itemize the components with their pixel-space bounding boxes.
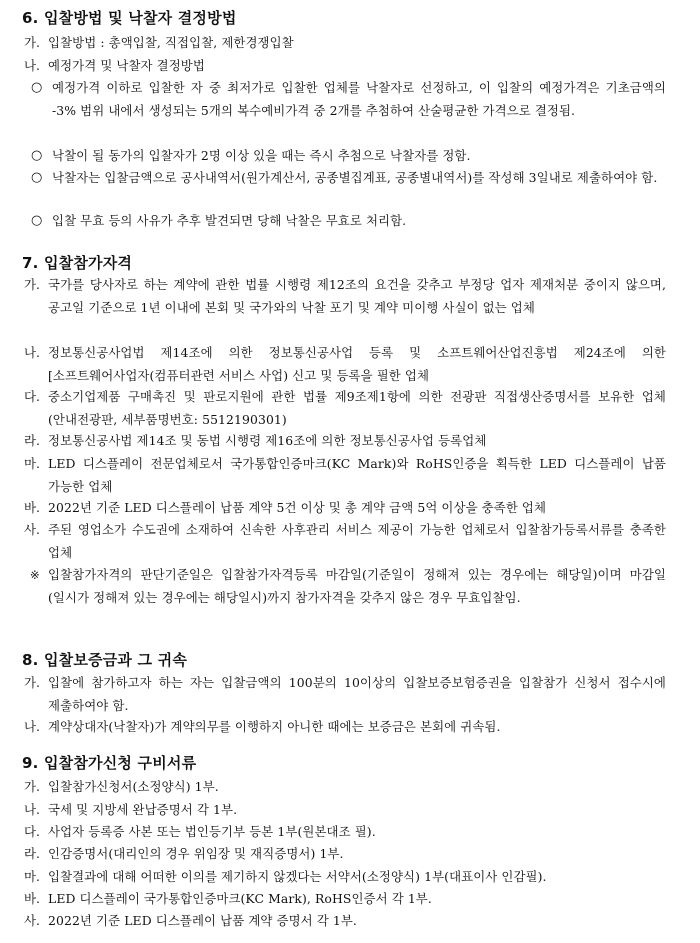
item-text: 인감증명서(대리인의 경우 위임장 및 재직증명서) 1부. [48,846,344,861]
item-marker: 나. [24,719,40,734]
item-marker: 다. [24,824,40,839]
item-marker: 마. [24,869,40,884]
item-text: 2022년 기준 LED 디스플레이 납품 계약 증명서 각 1부. [48,913,357,928]
bullet-circle-icon: ○ [31,80,43,95]
item-marker: 가. [24,779,40,794]
item-marker: 나. [24,802,40,817]
item-text: 국가를 당사자로 하는 계약에 관한 법률 시행령 제12조의 요건을 갖추고 부정당 업자 제재처분 중이지 않으며, 공고일 기준으로 1년 이내에 본회 및 국가와의 낙찰 포기 및 계약 미이행 사실이 없는 업체 [48,277,666,315]
item-text: 입찰참가자격의 판단기준일은 입찰참가자격등록 마감일(기준일이 정해져 있는 경우에는 해당일)이며 마감일(일시가 정해져 있는 경우에는 해당일시)까지 참가자격을 갖추지 않은 경우 무효입찰임. [48,567,666,605]
item-marker: 나. [24,58,40,73]
section-title-eligibility: 7. 입찰참가자격 [22,254,133,272]
item-text: 입찰 무효 등의 사유가 추후 발견되면 당해 낙찰은 무효로 처리함. [52,213,407,228]
item-marker: 사. [24,913,40,928]
item-text: 사업자 등록증 사본 또는 법인등기부 등본 1부(원본대조 필). [48,824,376,839]
item-text: 주된 영업소가 수도권에 소재하여 신속한 사후관리 서비스 제공이 가능한 업체로서 입찰참가등록서류를 충족한 업체 [48,522,666,560]
bullet-circle-icon: ○ [31,213,43,228]
item-text: 입찰에 참가하고자 하는 자는 입찰금액의 100분의 10이상의 입찰보증보험증권을 입찰참가 신청서 접수시에 제출하여야 함. [48,675,666,713]
reference-mark-icon: ※ [30,568,40,582]
item-marker: 바. [24,891,40,906]
bullet-circle-icon: ○ [31,170,43,185]
section-title-deposit: 8. 입찰보증금과 그 귀속 [22,651,188,669]
item-text: LED 디스플레이 국가통합인증마크(KC Mark), RoHS인증서 각 1부. [48,891,432,906]
item-text: LED 디스플레이 전문업체로서 국가통합인증마크(KC Mark)와 RoHS인증을 획득한 LED 디스플레이 납품 가능한 업체 [48,456,666,494]
item-text: 2022년 기준 LED 디스플레이 납품 계약 5건 이상 및 총 계약 금액 5억 이상을 충족한 업체 [48,500,547,515]
item-marker: 가. [24,277,40,292]
item-text: 정보통신공사업법 제14조에 의한 정보통신공사업 등록 및 소프트웨어산업진흥법 제24조에 의한 [소프트웨어사업자(컴퓨터관련 서비스 사업) 신고 및 등록을 필한 업체 [48,345,666,383]
item-marker: 가. [24,675,40,690]
bullet-circle-icon: ○ [31,148,43,163]
item-marker: 라. [24,433,40,448]
item-marker: 가. [24,35,40,50]
item-marker: 다. [24,389,40,404]
item-text: 정보통신공사법 제14조 및 동법 시행령 제16조에 의한 정보통신공사업 등록업체 [48,433,487,448]
section-title-required-documents: 9. 입찰참가신청 구비서류 [22,754,197,772]
item-marker: 나. [24,345,40,360]
item-text: 예정가격 이하로 입찰한 자 중 최저가로 입찰한 업체를 낙찰자로 선정하고, 이 입찰의 예정가격은 기초금액의 -3% 범위 내에서 생성되는 5개의 복수예비가격 중 2개를 추첨하여 산술평균한 가격으로 결정됨. [52,80,666,118]
item-marker: 마. [24,456,40,471]
item-text: 계약상대자(낙찰자)가 계약의무를 이행하지 아니한 때에는 보증금은 본회에 귀속됨. [48,719,501,734]
section-title-bidding-method: 6. 입찰방법 및 낙찰자 결정방법 [22,9,237,27]
item-text: 예정가격 및 낙찰자 결정방법 [48,58,205,73]
item-marker: 사. [24,522,40,537]
item-text: 낙찰자는 입찰금액으로 공사내역서(원가계산서, 공종별집계표, 공종별내역서)를 작성해 3일내로 제출하여야 함. [52,170,658,185]
item-text: 입찰방법 : 총액입찰, 직접입찰, 제한경쟁입찰 [48,35,294,50]
item-text: 중소기업제품 구매촉진 및 판로지원에 관한 법률 제9조제1항에 의한 전광판 직접생산증명서를 보유한 업체 (안내전광판, 세부품명번호: 5512190301) [48,389,666,427]
item-text: 낙찰이 될 동가의 입찰자가 2명 이상 있을 때는 즉시 추첨으로 낙찰자를 정함. [52,148,471,163]
item-text: 입찰결과에 대해 어떠한 이의를 제기하지 않겠다는 서약서(소정양식) 1부(대표이사 인감필). [48,869,547,884]
item-marker: 라. [24,846,40,861]
item-marker: 바. [24,500,40,515]
item-text: 입찰참가신청서(소정양식) 1부. [48,779,219,794]
item-text: 국세 및 지방세 완납증명서 각 1부. [48,802,238,817]
